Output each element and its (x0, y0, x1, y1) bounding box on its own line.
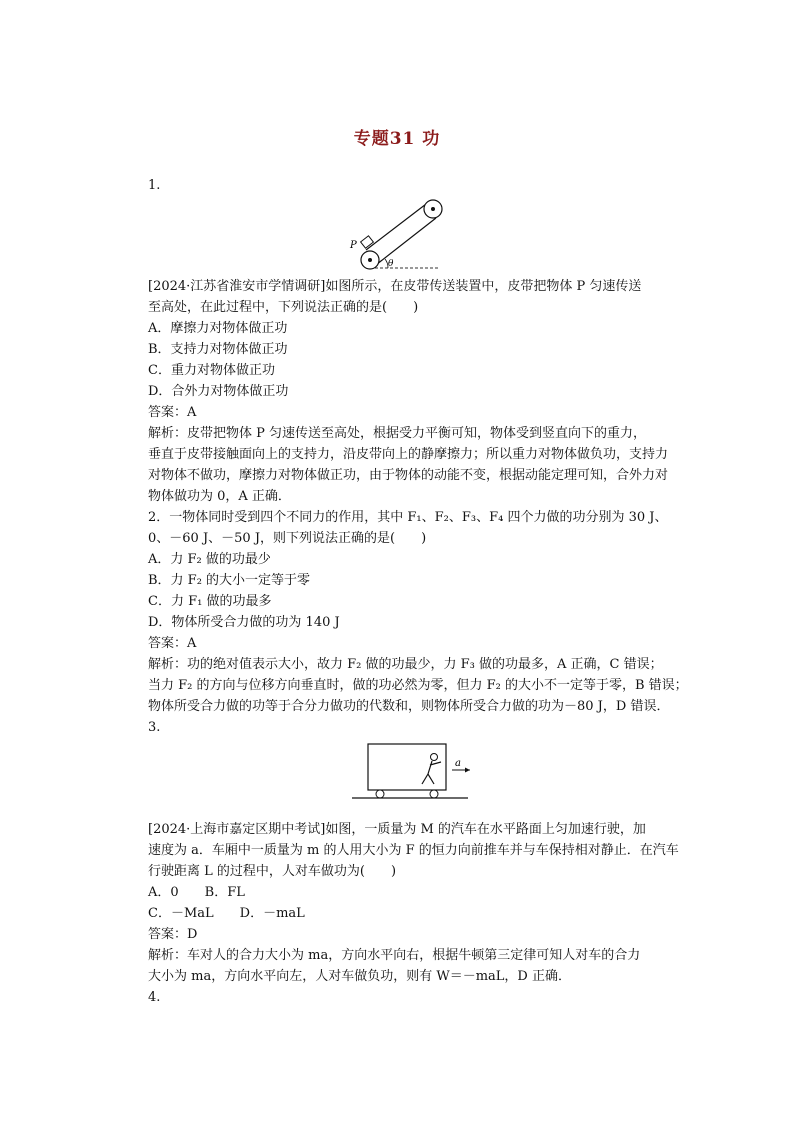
acceleration-label: a (455, 758, 461, 769)
option-b: B．支持力对物体做正功 (148, 342, 288, 357)
question-3-stem: 行驶距离 L 的过程中，人对车做功为( ) (148, 864, 397, 879)
theta-label: θ (388, 259, 394, 269)
block-p-label: P (350, 240, 357, 251)
analysis-line: 物体做功为 0，A 正确． (148, 489, 291, 504)
analysis-line: 解析：车对人的合力大小为 ma，方向水平向右，根据牛顿第三定律可知人对车的合力 (148, 948, 641, 963)
page-title: 专题31 功 (353, 129, 441, 149)
options-row: A．0 B．FL (148, 885, 245, 900)
option-b: B．力 F₂ 的大小一定等于零 (148, 573, 311, 588)
car-pushing-figure (350, 740, 480, 804)
option-c: C．重力对物体做正功 (148, 363, 275, 378)
analysis-line: 物体所受合力做的功等于合分力做功的代数和，则物体所受合力做的功为－80 J，D 错误． (148, 699, 670, 714)
question-3-stem: 速度为 a．车厢中一质量为 m 的人用大小为 F 的恒力向前推车并与车保持相对静止．在汽车 (148, 843, 679, 858)
option-a: A．力 F₂ 做的功最少 (148, 552, 271, 567)
question-4-number: 4. (148, 990, 161, 1005)
belt-conveyor-figure (340, 196, 480, 272)
question-3-stem: [2024·上海市嘉定区期中考试]如图，一质量为 M 的汽车在水平路面上匀加速行驶，加 (148, 822, 646, 837)
option-d: D．合外力对物体做正功 (148, 384, 289, 399)
question-1-stem: [2024·江苏省淮安市学情调研]如图所示，在皮带传送装置中，皮带把物体 P 匀速传送 (148, 279, 642, 294)
options-row: C．－MaL D．－maL (148, 906, 305, 921)
question-2-stem: 2．一物体同时受到四个不同力的作用，其中 F₁、F₂、F₃、F₄ 四个力做的功分别为 30 J、 (148, 510, 668, 525)
answer: 答案：A (148, 405, 197, 420)
analysis-line: 对物体不做功，摩擦力对物体做正功，由于物体的动能不变，根据动能定理可知，合外力对 (148, 468, 669, 483)
option-c: C．力 F₁ 做的功最多 (148, 594, 272, 609)
answer: 答案：A (148, 636, 197, 651)
question-2-stem: 0、－60 J、－50 J，则下列说法正确的是( ) (148, 531, 427, 546)
analysis-line: 大小为 ma，方向水平向左，人对车做负功，则有 W＝－maL，D 正确． (148, 969, 571, 984)
analysis-line: 当力 F₂ 的方向与位移方向垂直时，做的功必然为零，但力 F₂ 的大小不一定等于零，B 错误； (148, 678, 688, 693)
option-d: D．物体所受合力做的功为 140 J (148, 615, 340, 630)
question-1-number: 1. (148, 178, 161, 193)
answer: 答案：D (148, 927, 198, 942)
analysis-line: 解析：皮带把物体 P 匀速传送至高处，根据受力平衡可知，物体受到竖直向下的重力， (148, 426, 647, 441)
analysis-line: 垂直于皮带接触面向上的支持力，沿皮带向上的静摩擦力；所以重力对物体做负功，支持力 (148, 447, 669, 462)
question-1-stem: 至高处，在此过程中，下列说法正确的是( ) (148, 300, 419, 315)
question-3-number: 3. (148, 720, 161, 735)
analysis-line: 解析：功的绝对值表示大小，故力 F₂ 做的功最少，力 F₃ 做的功最多，A 正确，C 错误； (148, 657, 663, 672)
option-a: A．摩擦力对物体做正功 (148, 321, 288, 336)
